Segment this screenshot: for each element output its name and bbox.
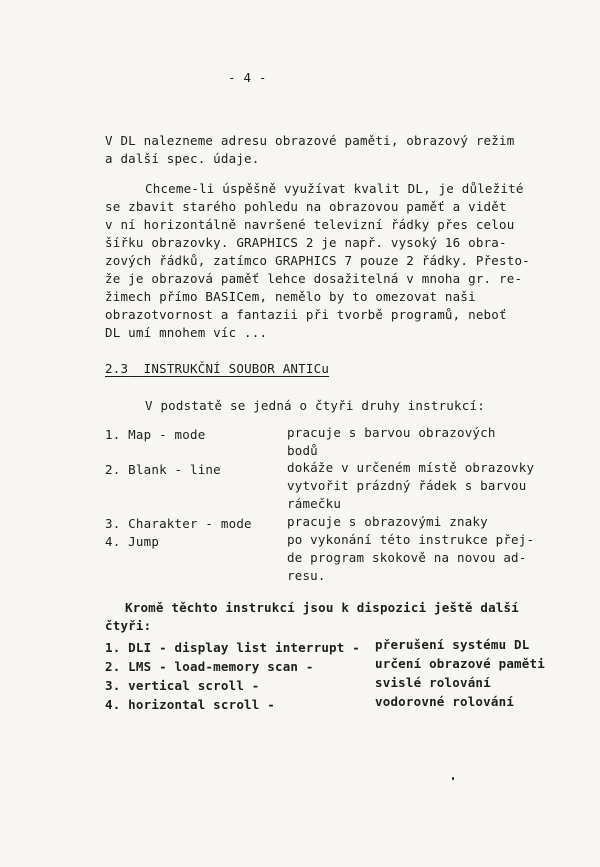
para2-line: DL umí mnohem víc ...	[105, 325, 268, 340]
instruction-desc: resu.	[287, 568, 326, 583]
instruction-label: 4. Jump	[105, 534, 160, 549]
extra-label: 3. vertical scroll -	[105, 678, 260, 693]
ink-speck	[452, 777, 454, 780]
para2-line: Chceme-li úspěšně využívat kvalit DL, je důležité	[145, 181, 524, 196]
section-title: INSTRUKČNÍ SOUBOR ANTICu	[143, 361, 330, 376]
instruction-desc: bodů	[287, 443, 318, 458]
instruction-label: 3. Charakter - mode	[105, 516, 252, 531]
instruction-desc: de program skokově na novou ad-	[287, 550, 527, 565]
instruction-desc: vytvořit prázdný řádek s barvou	[287, 478, 527, 493]
page-number: - 4 -	[228, 70, 267, 85]
instruction-desc: po vykonání této instrukce přej-	[287, 532, 535, 547]
instruction-desc: pracuje s obrazovými znaky	[287, 514, 488, 529]
para2-line: obrazotvornost a fantazii při tvorbě programů, neboť	[105, 307, 507, 322]
para2-line: žimech přímo BASICem, nemělo by to omezovat naši	[105, 289, 476, 304]
more-intro-line: Kromě těchto instrukcí jsou k dispozici ještě další	[125, 600, 520, 615]
para2-line: zových řádků, zatímco GRAPHICS 7 pouze 2 řádky. Přesto-	[105, 253, 530, 268]
instruction-label: 2. Blank - line	[105, 462, 221, 477]
instruction-desc: pracuje s barvou obrazových	[287, 425, 496, 440]
more-intro-line: čtyři:	[105, 618, 152, 633]
extra-label: 1. DLI - display list interrupt -	[105, 640, 360, 655]
para1-line: V DL nalezneme adresu obrazové paměti, obrazový režim	[105, 133, 515, 148]
extra-desc: přerušení systému DL	[375, 637, 530, 652]
para2-line: se zbavit starého pohledu na obrazovou paměť a vidět	[105, 199, 507, 214]
extra-desc: vodorovné rolování	[375, 694, 515, 709]
extra-desc: svislé rolování	[375, 675, 491, 690]
instruction-desc: rámečku	[287, 496, 342, 511]
section-number: 2.3	[105, 361, 129, 376]
extra-desc: určení obrazové paměti	[375, 656, 545, 671]
para1-line: a další spec. údaje.	[105, 151, 260, 166]
instruction-desc: dokáže v určeném místě obrazovky	[287, 460, 535, 475]
instruction-label: 1. Map - mode	[105, 427, 206, 442]
para2-line: šířku obrazovky. GRAPHICS 2 je např. vysoký 16 obra-	[105, 235, 507, 250]
section-heading	[105, 361, 329, 377]
para2-line: že je obrazová paměť lehce dosažitelná v mnoha gr. re-	[105, 271, 523, 286]
intro-line: V podstatě se jedná o čtyři druhy instrukcí:	[145, 398, 485, 413]
para2-line: v ní horizontálně navršené televizní řádky přes celou	[105, 217, 515, 232]
extra-label: 4. horizontal scroll -	[105, 697, 275, 712]
extra-label: 2. LMS - load-memory scan -	[105, 659, 314, 674]
